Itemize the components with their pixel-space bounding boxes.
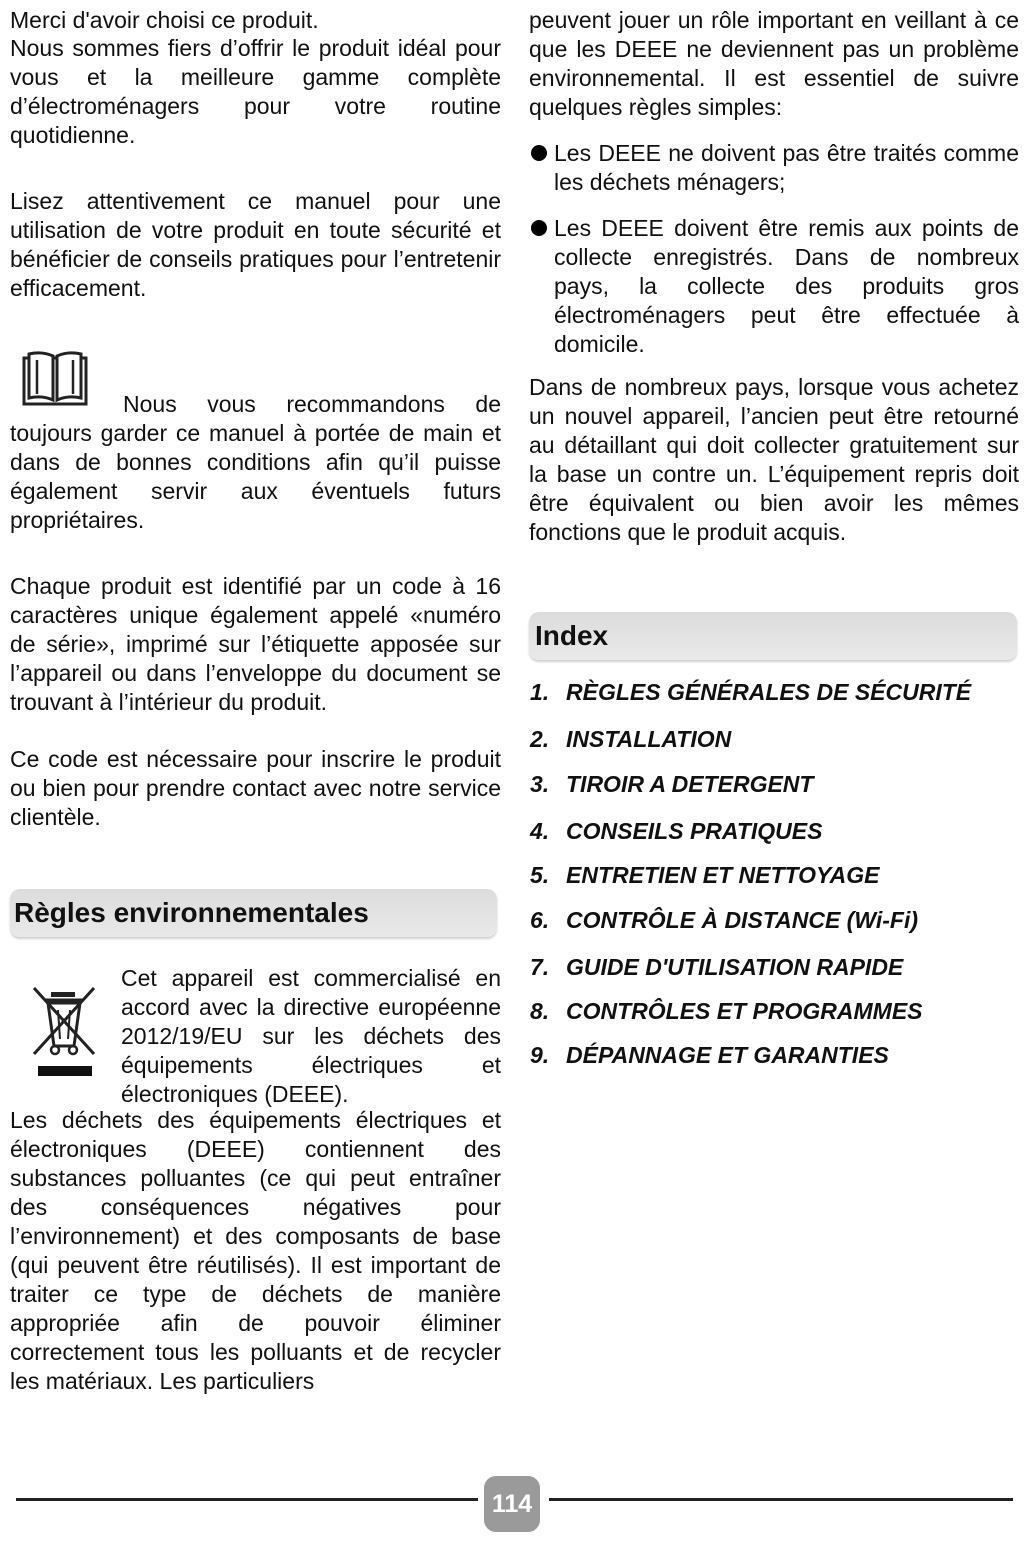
index-label: ENTRETIEN ET NETTOYAGE bbox=[566, 862, 880, 888]
return-paragraph: Dans de nombreux pays, lorsque vous achetez un nouvel appareil, l’ancien peut être retourné au détaillant qui doit collecter gratuitement sur la base un contre un. L’équipement repris doit être équivalent ou bien avoir les mêmes fonctions que le produit acquis. bbox=[529, 374, 1019, 545]
bullet-dot-icon bbox=[531, 220, 547, 236]
footer-rule-left bbox=[16, 1498, 478, 1501]
index-number: 3. bbox=[530, 771, 550, 797]
keep-manual-paragraph: Nous vous recommandons de toujours garder ce manuel à portée de main et dans de bonnes conditions afin qu’il puisse également servir aux éventuels futurs propriétaires. bbox=[10, 391, 501, 533]
footer-rule-right bbox=[549, 1498, 1013, 1501]
index-number: 7. bbox=[530, 954, 550, 980]
bullet-text: Les DEEE ne doivent pas être traités comme les déchets ménagers; bbox=[554, 140, 1019, 195]
env-intro: Cet appareil est commercialisé en accord avec la directive européenne 2012/19/EU sur les déchets des équipements électriques et électroniques (DEEE). bbox=[121, 965, 501, 1107]
page-number: 114 bbox=[484, 1476, 540, 1532]
index-number: 4. bbox=[530, 818, 550, 844]
crossed-out-bin-icon bbox=[32, 984, 98, 1080]
index-heading: Index bbox=[535, 620, 609, 651]
bullet-dot-icon bbox=[531, 145, 547, 161]
index-label: CONSEILS PRATIQUES bbox=[566, 818, 823, 844]
index-label: CONTRÔLES ET PROGRAMMES bbox=[566, 998, 923, 1024]
index-number: 9. bbox=[530, 1042, 550, 1068]
bullet-text: Les DEEE doivent être remis aux points de collecte enregistrés. Dans de nombreux pays, la collecte des produits gros électroménagers peut être effectuée à domicile. bbox=[554, 215, 1019, 357]
intro-thanks: Merci d'avoir choisi ce produit. bbox=[10, 7, 319, 33]
manual-paragraph: Lisez attentivement ce manuel pour une utilisation de votre produit en toute sécurité et bénéficier de conseils pratiques pour l’entretenir efficacement. bbox=[10, 188, 501, 301]
env-heading: Règles environnementales bbox=[14, 897, 369, 928]
env-paragraph: Les déchets des équipements électriques et électroniques (DEEE) contiennent des substances polluantes (ce qui peut entraîner des conséquences négatives pour l’environnement) et des composants de base (qui peuvent être réutilisés). Il est important de traiter ce type de déchets de manière appropriée afin de pouvoir éliminer correctement tous les polluants et de recycler les matériaux. Les particuliers bbox=[10, 1107, 501, 1394]
index-label: RÈGLES GÉNÉRALES DE SÉCURITÉ bbox=[566, 679, 972, 705]
index-heading-band bbox=[529, 612, 1017, 660]
index-label: GUIDE D'UTILISATION RAPIDE bbox=[566, 954, 904, 980]
index-label: TIROIR A DETERGENT bbox=[566, 771, 814, 797]
serial-paragraph: Chaque produit est identifié par un code à 16 caractères unique également appelé «numéro de série», imprimé sur l’étiquette apposée sur l’appareil ou dans l’enveloppe du document se trouvant à l’intérieur du produit. bbox=[10, 573, 501, 715]
index-number: 8. bbox=[530, 998, 550, 1024]
continued-paragraph: peuvent jouer un rôle important en veillant à ce que les DEEE ne deviennent pas un problème environnemental. Il est essentiel de suivre quelques règles simples: bbox=[529, 7, 1019, 120]
index-label: CONTRÔLE À DISTANCE (Wi-Fi) bbox=[566, 907, 918, 933]
serial-paragraph-2: Ce code est nécessaire pour inscrire le produit ou bien pour prendre contact avec notre service clientèle. bbox=[10, 746, 501, 830]
index-label: INSTALLATION bbox=[566, 726, 732, 752]
index-number: 2. bbox=[530, 726, 550, 752]
index-label: DÉPANNAGE ET GARANTIES bbox=[566, 1042, 889, 1068]
index-number: 6. bbox=[530, 907, 550, 933]
index-number: 1. bbox=[530, 679, 550, 705]
env-heading-band bbox=[10, 889, 497, 937]
index-number: 5. bbox=[530, 862, 550, 888]
intro-paragraph: Nous sommes fiers d’offrir le produit idéal pour vous et la meilleure gamme complète d’électroménagers pour votre routine quotidienne. bbox=[10, 35, 501, 148]
